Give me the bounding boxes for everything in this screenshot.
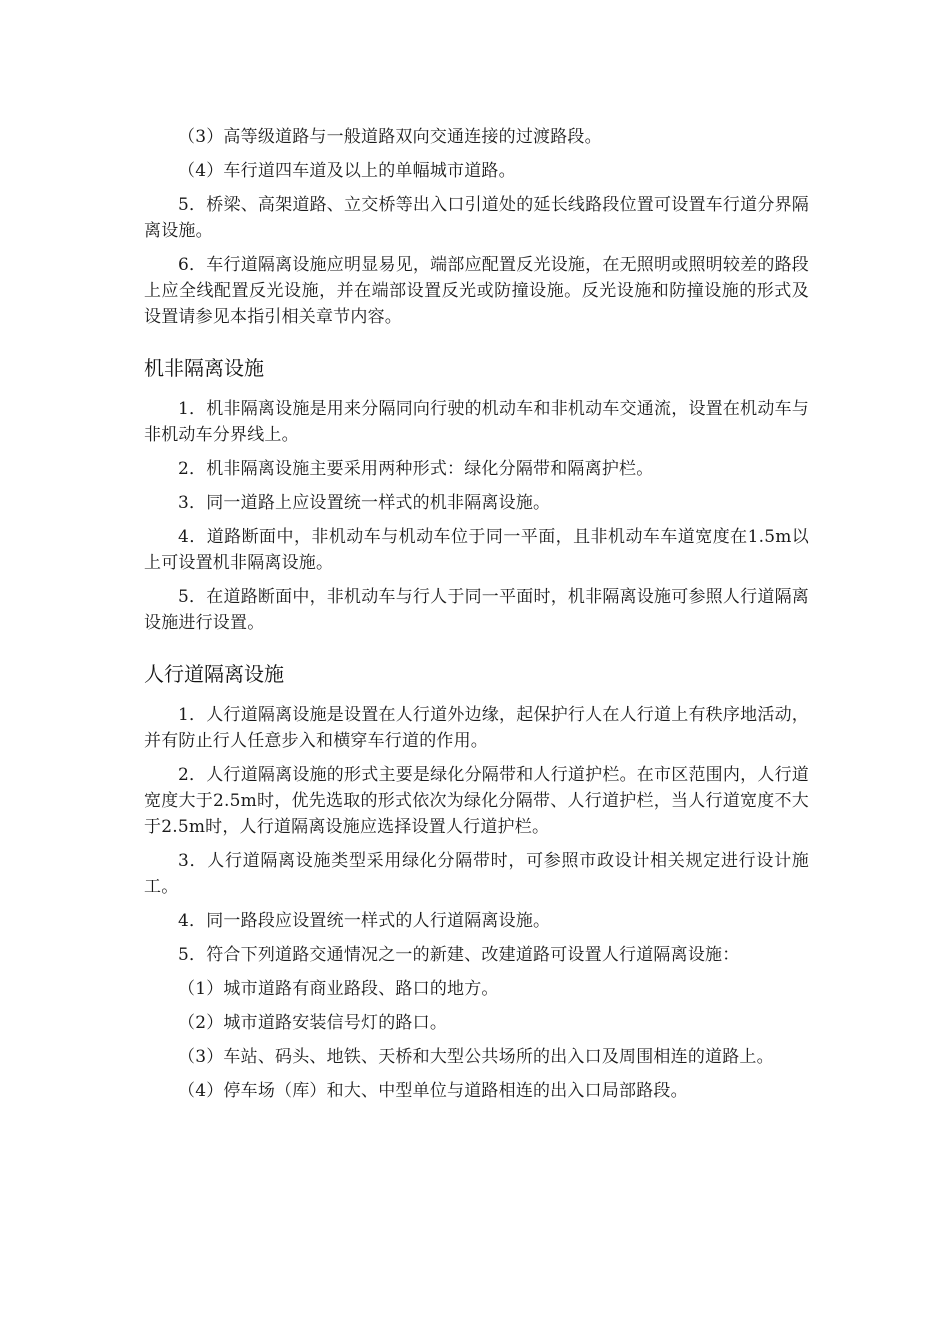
paragraph: （4）停车场（库）和大、中型单位与道路相连的出入口局部路段。 (178, 1081, 688, 1101)
paragraph: 2．人行道隔离设施的形式主要是绿化分隔带和人行道护栏。在市区范围内，人行道宽度大于2.5m时，优先选取的形式依次为绿化分隔带、人行道护栏，当人行道宽度不大于2.5m时，人行道隔离设施应选择设置人行道护栏。 (144, 765, 809, 837)
paragraph: （2）城市道路安装信号灯的路口。 (178, 1013, 448, 1033)
paragraph: （3）车站、码头、地铁、天桥和大型公共场所的出入口及周围相连的道路上。 (178, 1047, 774, 1067)
section-heading-motor-nonmotor-separation: 机非隔离设施 (144, 356, 264, 380)
paragraph: 5．在道路断面中，非机动车与行人于同一平面时，机非隔离设施可参照人行道隔离设施进行设置。 (144, 587, 809, 633)
paragraph: （4）车行道四车道及以上的单幅城市道路。 (178, 161, 516, 181)
paragraph: 1．人行道隔离设施是设置在人行道外边缘，起保护行人在人行道上有秩序地活动，并有防止行人任意步入和横穿车行道的作用。 (144, 705, 809, 751)
paragraph: 1．机非隔离设施是用来分隔同向行驶的机动车和非机动车交通流，设置在机动车与非机动车分界线上。 (144, 399, 809, 445)
paragraph: 5．桥梁、高架道路、立交桥等出入口引道处的延长线路段位置可设置车行道分界隔离设施。 (144, 195, 809, 241)
paragraph: （3）高等级道路与一般道路双向交通连接的过渡路段。 (178, 127, 602, 147)
section-heading-sidewalk-separation: 人行道隔离设施 (144, 662, 284, 686)
paragraph: 4．同一路段应设置统一样式的人行道隔离设施。 (178, 911, 551, 931)
paragraph: （1）城市道路有商业路段、路口的地方。 (178, 979, 499, 999)
paragraph: 4．道路断面中，非机动车与机动车位于同一平面，且非机动车车道宽度在1.5m以上可设置机非隔离设施。 (144, 527, 809, 573)
paragraph: 3．同一道路上应设置统一样式的机非隔离设施。 (178, 493, 551, 513)
paragraph: 5．符合下列道路交通情况之一的新建、改建道路可设置人行道隔离设施： (178, 945, 740, 965)
paragraph: 3．人行道隔离设施类型采用绿化分隔带时，可参照市政设计相关规定进行设计施工。 (144, 851, 809, 897)
paragraph: 2．机非隔离设施主要采用两种形式：绿化分隔带和隔离护栏。 (178, 459, 654, 479)
document-body (144, 124, 809, 1112)
paragraph: 6．车行道隔离设施应明显易见，端部应配置反光设施，在无照明或照明较差的路段上应全线配置反光设施，并在端部设置反光或防撞设施。反光设施和防撞设施的形式及设置请参见本指引相关章节内容。 (144, 255, 809, 327)
